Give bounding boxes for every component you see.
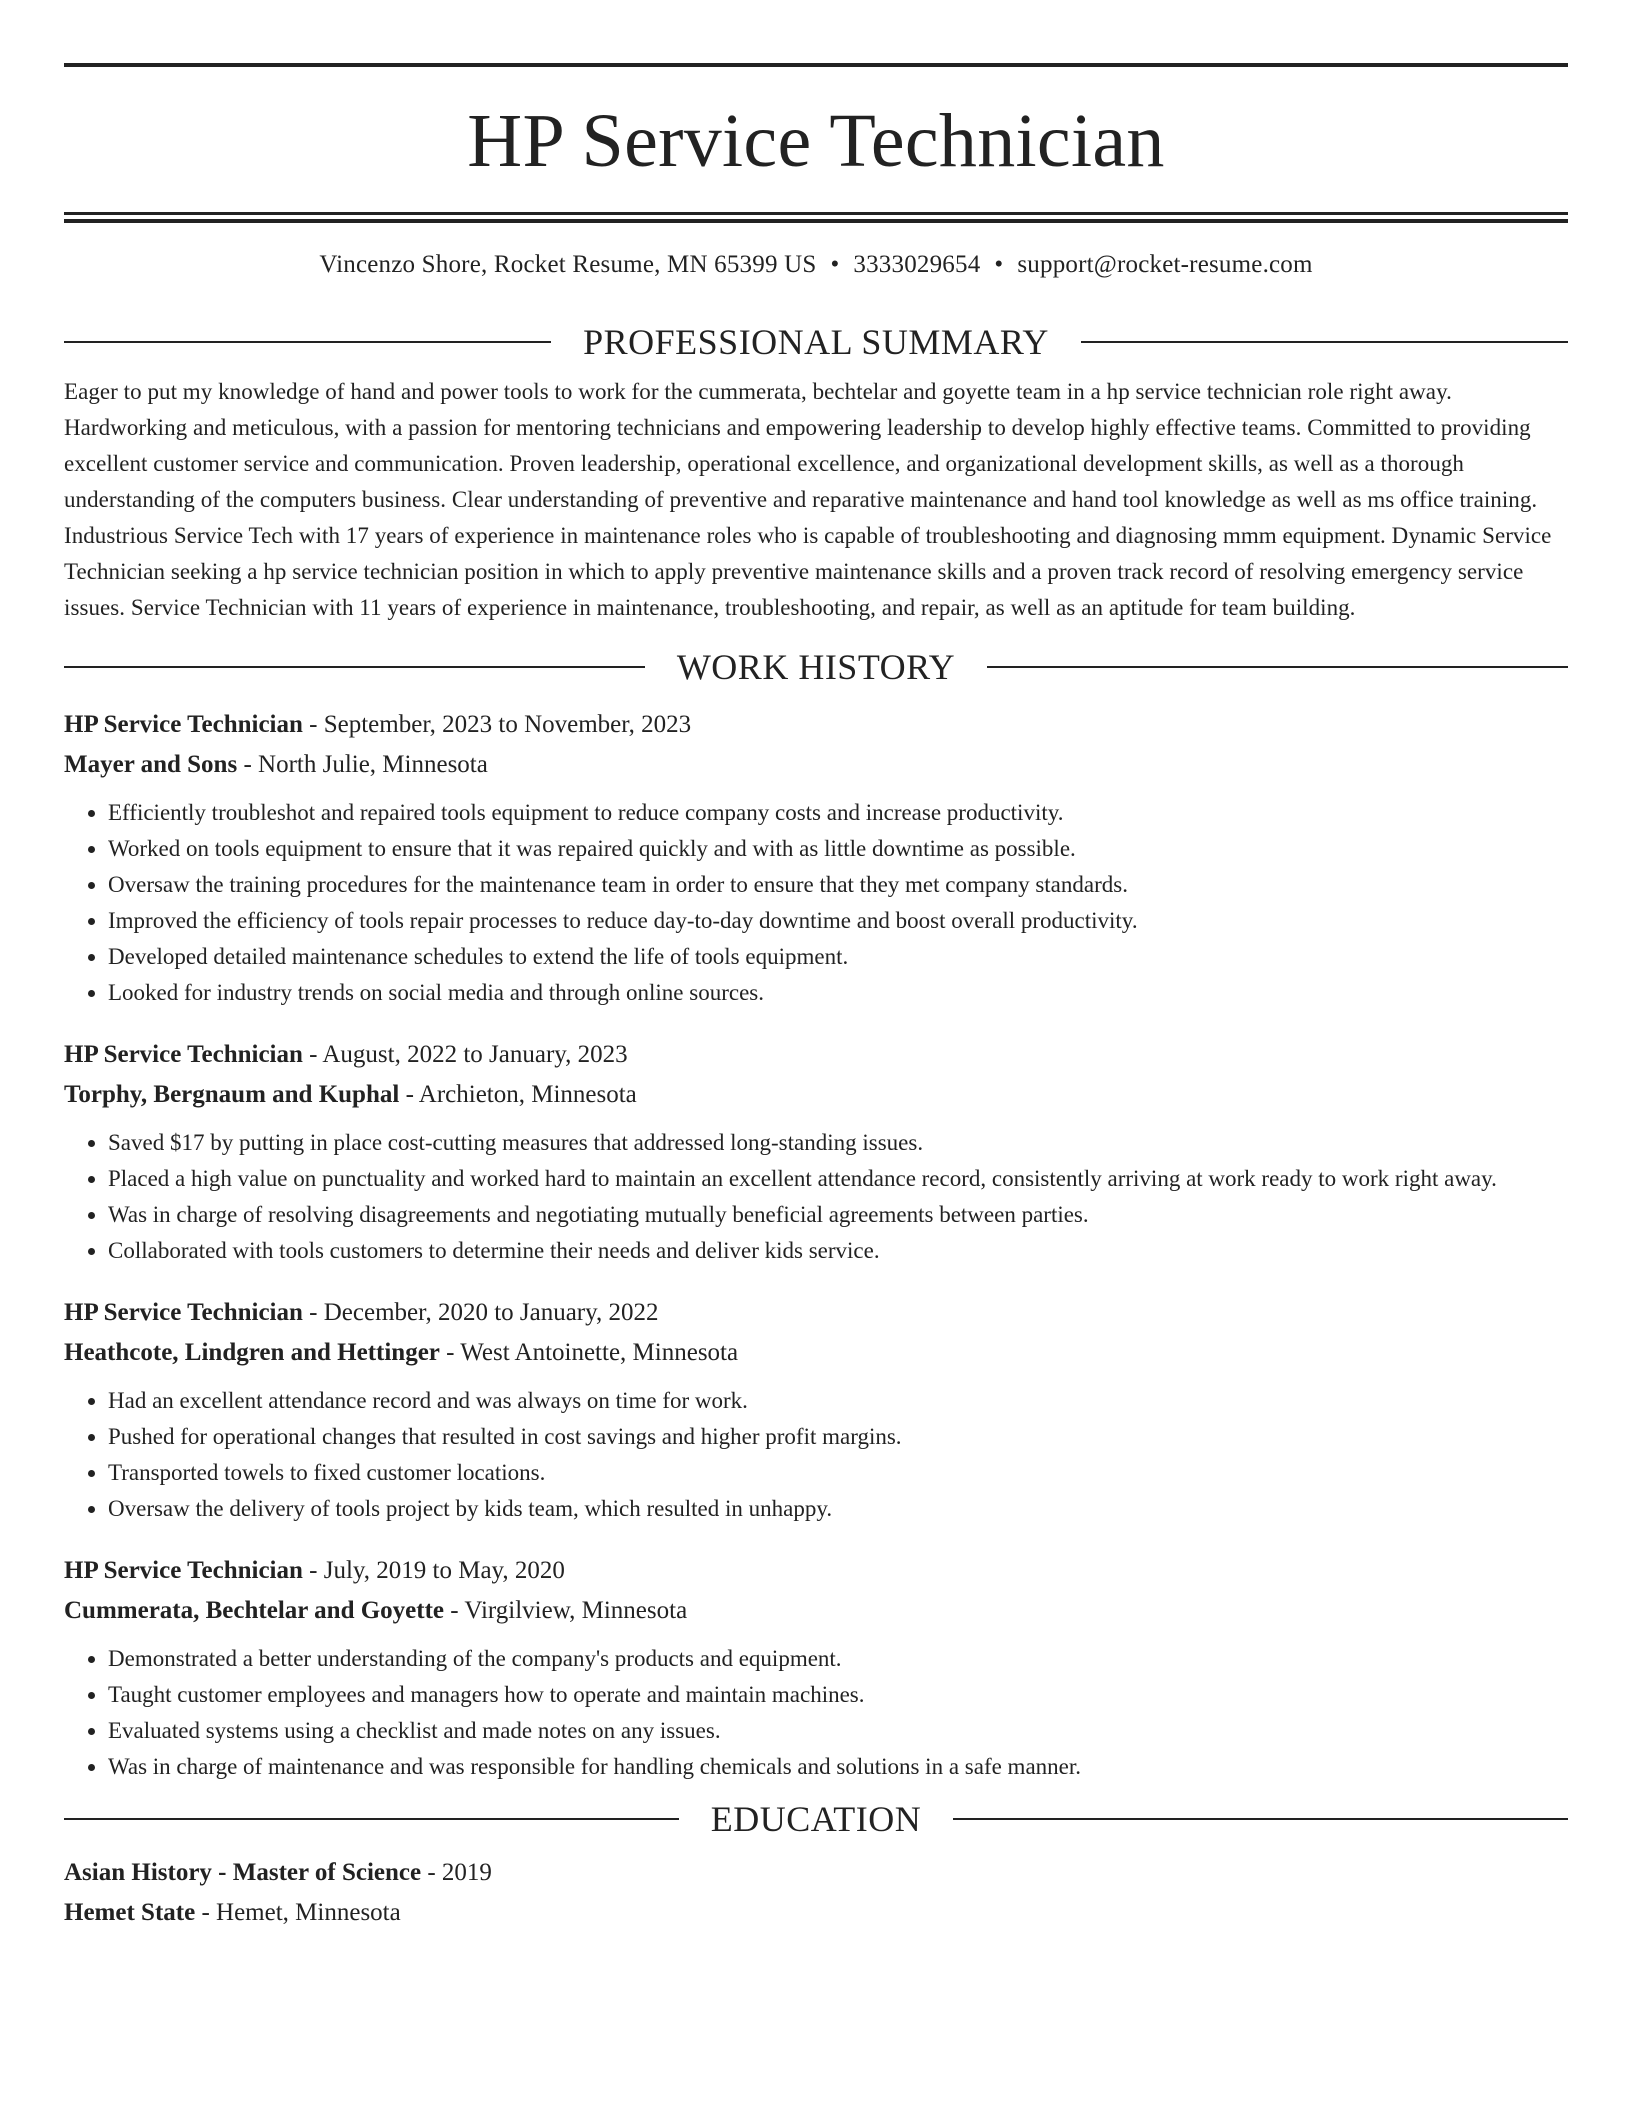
job-location: - Archieton, Minnesota [399, 1081, 637, 1108]
job-company: Cummerata, Bechtelar and Goyette [64, 1597, 445, 1624]
heading-rule-left [64, 341, 551, 343]
job-location: - Virgilview, Minnesota [444, 1597, 688, 1624]
job-bullets [64, 1383, 1568, 1527]
job-dates: - September, 2023 to November, 2023 [302, 711, 692, 738]
job-entry [64, 1035, 1568, 1269]
job-bullet: • Saved $17 by putting in place cost-cutting measures that addressed long-standing issues. [108, 1125, 1568, 1161]
job-location: - North Julie, Minnesota [237, 751, 488, 778]
job-company: Heathcote, Lindgren and Hettinger [64, 1339, 440, 1366]
job-bullet: • Collaborated with tools customers to determine their needs and deliver kids service. [108, 1233, 1568, 1269]
contact-separator: • [994, 251, 1004, 278]
heading-rule-right [987, 666, 1568, 668]
job-bullet: • Efficiently troubleshot and repaired tools equipment to reduce company costs and increase productivity. [108, 795, 1568, 831]
education-degree: Asian History - Master of Science [64, 1859, 422, 1886]
job-bullet: • Was in charge of maintenance and was responsible for handling chemicals and solutions in a safe manner. [108, 1749, 1568, 1785]
job-entry [64, 1551, 1568, 1785]
job-bullets [64, 795, 1568, 1011]
summary-text: Eager to put my knowledge of hand and power tools to work for the cummerata, bechtelar and goyette team in a hp service technician role right away. Hardworking and meticulous, with a passion for mentoring technicians and empowering leadership to develop highly effective teams. Committed to providing excellent customer service and communication. Proven leadership, operational excellence, and organizational development skills, as well as a thorough understanding of the computers business. Clear understanding of preventive and reparative maintenance and hand tool knowledge as well as ms office training. Industrious Service Tech with 17 years of experience in maintenance roles who is capable of troubleshooting and diagnosing mmm equipment. Dynamic Service Technician seeking a hp service technician position in which to apply preventive maintenance skills and a proven track record of resolving emergency service issues. Service Technician with 11 years of experience in maintenance, troubleshooting, and repair, as well as an aptitude for team building. [64, 379, 1552, 620]
job-location: - West Antoinette, Minnesota [439, 1339, 739, 1366]
job-bullets [64, 1641, 1568, 1785]
job-bullet: • Oversaw the delivery of tools project by kids team, which resulted in unhappy. [108, 1491, 1568, 1527]
job-title-line [64, 705, 1568, 745]
job-bullet: • Oversaw the training procedures for the maintenance team in order to ensure that they met company standards. [108, 867, 1568, 903]
job-title: HP Service Technician [64, 1041, 303, 1068]
contact-address: Vincenzo Shore, Rocket Resume, MN 65399 US [319, 251, 817, 278]
job-bullet: • Developed detailed maintenance schedules to extend the life of tools equipment. [108, 939, 1568, 975]
title-double-rule [64, 212, 1568, 223]
work-heading-label: WORK HISTORY [676, 647, 956, 687]
job-bullet: • Pushed for operational changes that resulted in cost savings and higher profit margins. [108, 1419, 1568, 1455]
education-entry [64, 1853, 1568, 1933]
education-section-heading [64, 1799, 1568, 1839]
education-heading-label: EDUCATION [710, 1799, 922, 1839]
heading-rule-left [64, 1818, 679, 1820]
job-dates: - August, 2022 to January, 2023 [302, 1041, 628, 1068]
job-company-line [64, 1333, 1568, 1373]
title-block [64, 63, 1568, 223]
heading-rule-right [1081, 341, 1568, 343]
page-title: HP Service Technician [467, 99, 1165, 183]
job-bullet: • Demonstrated a better understanding of the company's products and equipment. [108, 1641, 1568, 1677]
contact-phone: 3333029654 [853, 251, 981, 278]
job-bullet: • Transported towels to fixed customer locations. [108, 1455, 1568, 1491]
job-bullet: • Taught customer employees and managers how to operate and maintain machines. [108, 1677, 1568, 1713]
heading-rule-left [64, 666, 645, 668]
education-school: Hemet State [64, 1899, 196, 1926]
job-title-line [64, 1035, 1568, 1075]
job-title: HP Service Technician [64, 1557, 303, 1584]
job-company-line [64, 1075, 1568, 1115]
job-dates: - July, 2019 to May, 2020 [302, 1557, 565, 1584]
job-dates: - December, 2020 to January, 2022 [302, 1299, 659, 1326]
job-bullet: • Had an excellent attendance record and was always on time for work. [108, 1383, 1568, 1419]
job-bullet: • Evaluated systems using a checklist and made notes on any issues. [108, 1713, 1568, 1749]
heading-rule-right [953, 1818, 1568, 1820]
education-location: - Hemet, Minnesota [195, 1899, 401, 1926]
education-school-line [64, 1893, 1568, 1933]
job-bullet: • Looked for industry trends on social media and through online sources. [108, 975, 1568, 1011]
job-bullet: • Worked on tools equipment to ensure that it was repaired quickly and with as little downtime as possible. [108, 831, 1568, 867]
job-bullet: • Improved the efficiency of tools repair processes to reduce day-to-day downtime and boost overall productivity. [108, 903, 1568, 939]
job-title: HP Service Technician [64, 1299, 303, 1326]
contact-separator: • [830, 251, 840, 278]
job-company: Torphy, Bergnaum and Kuphal [64, 1081, 400, 1108]
contact-line [64, 250, 1568, 280]
job-company-line [64, 1591, 1568, 1631]
job-bullet: • Placed a high value on punctuality and worked hard to maintain an excellent attendance record, consistently arriving at work ready to work right away. [108, 1161, 1568, 1197]
education-degree-line [64, 1853, 1568, 1893]
job-company-line [64, 745, 1568, 785]
job-title: HP Service Technician [64, 711, 303, 738]
summary-section-heading [64, 322, 1568, 362]
job-bullets [64, 1125, 1568, 1269]
education-year: - 2019 [421, 1859, 492, 1886]
job-entry [64, 705, 1568, 1011]
work-section-heading [64, 647, 1568, 687]
job-bullet: • Was in charge of resolving disagreements and negotiating mutually beneficial agreements between parties. [108, 1197, 1568, 1233]
job-title-line [64, 1293, 1568, 1333]
summary-heading-label: PROFESSIONAL SUMMARY [583, 322, 1049, 362]
job-title-line [64, 1551, 1568, 1591]
job-entry [64, 1293, 1568, 1527]
contact-email: support@rocket-resume.com [1017, 251, 1313, 278]
job-company: Mayer and Sons [64, 751, 238, 778]
